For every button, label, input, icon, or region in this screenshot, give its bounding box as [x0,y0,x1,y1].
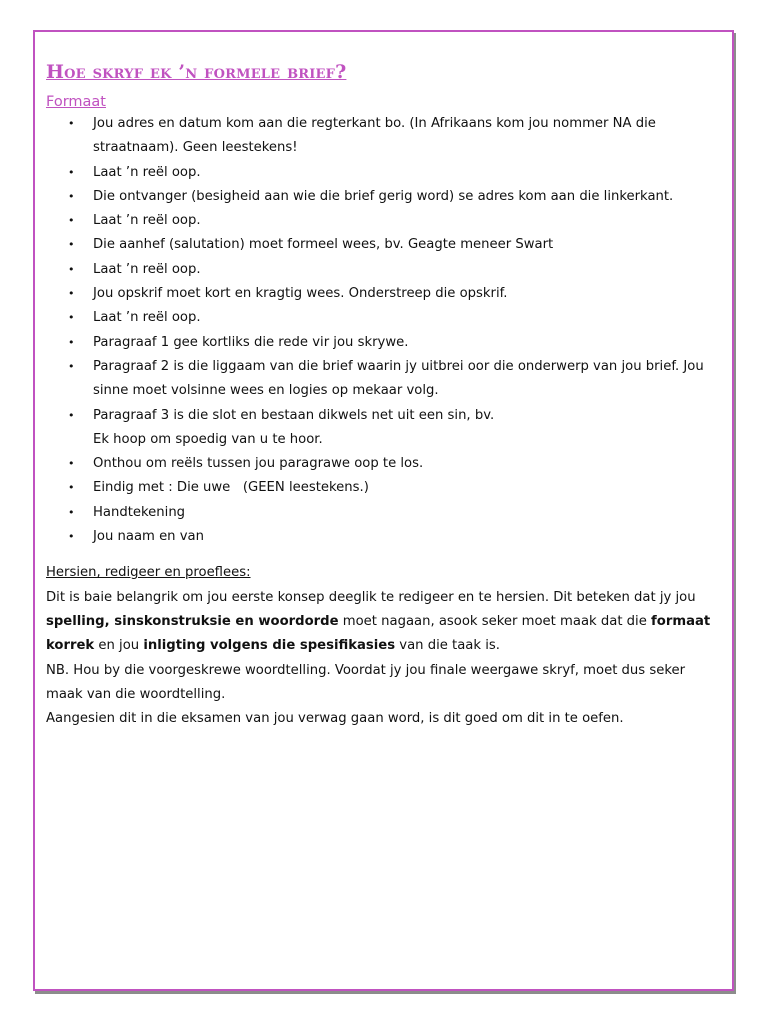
bullet-icon: • [68,287,75,301]
list-item-text: Die ontvanger (besigheid aan wie die brief gerig word) se adres kom aan die linkerkant. [93,188,674,204]
bullet-icon: • [68,262,75,276]
document-body [46,58,718,731]
bullet-icon: • [68,408,75,422]
revise-bold-2: formaat korrek [46,613,711,654]
revise-text-4: van die taak is. [395,638,500,654]
revise-bold-1: spelling, sinskonstruksie en woordorde [46,613,339,629]
document-title: Hoe skryf ek ’n formele brief? [46,61,347,83]
list-item [46,476,718,500]
bullet-icon: • [68,189,75,203]
list-item [46,355,718,404]
revise-heading: Hersien, redigeer en proeflees: [46,565,251,581]
list-item-text: Onthou om reëls tussen jou paragrawe oop te los. [93,456,424,472]
bullet-icon: • [68,359,75,373]
format-heading: Formaat [46,94,106,110]
bullet-icon: • [68,117,75,130]
list-item-text: Laat ’n reël oop. [93,164,201,180]
list-item-text: Eindig met : Die uwe (GEEN leestekens.) [93,480,369,496]
list-item [46,282,718,306]
list-item-text: Handtekening [93,504,186,520]
list-item [46,112,718,161]
bullet-icon: • [68,214,75,228]
bullet-icon: • [68,335,75,349]
bullet-icon: • [68,238,75,252]
list-item [46,525,718,549]
bullet-icon: • [68,165,75,179]
list-item-text: Paragraaf 1 gee kortliks die rede vir jou skrywe. [93,334,409,350]
list-item-text: Laat ’n reël oop. [93,310,201,326]
revise-paragraph [46,586,718,659]
revise-text-2: moet nagaan, asook seker moet maak dat die [338,613,652,629]
nb-paragraph: NB. Hou by die voorgeskrewe woordtelling. Voordat jy jou finale weergawe skryf, moet dus seker maak van die woordtelling. [46,662,686,702]
list-item-text: Jou opskrif moet kort en kragtig wees. Onderstreep die opskrif. [93,286,508,302]
list-item [46,185,718,209]
list-item [46,209,718,233]
list-item-text: Die aanhef (salutation) moet formeel wees, bv. Geagte meneer Swart [93,237,554,253]
bullet-icon: • [68,481,75,495]
bullet-icon: • [68,311,75,325]
revise-bold-3: inligting volgens die spesifikasies [143,638,396,654]
list-item [46,404,718,453]
list-item-text: Laat ’n reël oop. [93,261,201,277]
revise-text-3: en jou [94,638,144,654]
list-item [46,233,718,257]
bullet-icon: • [68,530,75,544]
list-item-text: Jou naam en van [93,529,204,545]
list-item [46,452,718,476]
format-list [46,112,718,549]
list-item-text: Paragraaf 3 is die slot en bestaan dikwels net uit een sin, bv. [93,407,495,423]
list-item [46,501,718,525]
list-item [46,161,718,185]
revise-text-1: Dit is baie belangrik om jou eerste konsep deeglik te redigeer en te hersien. Dit beteken dat jy jou [46,589,696,605]
bullet-icon: • [68,505,75,519]
bullet-icon: • [68,457,75,471]
list-item [46,258,718,282]
example-sentence: Ek hoop om spoedig van u te hoor. [93,431,323,447]
exam-paragraph: Aangesien dit in die eksamen van jou verwag gaan word, is dit goed om dit in te oefen. [46,711,624,727]
list-item-text: Jou adres en datum kom aan die regterkant bo. (In Afrikaans kom jou nommer NA die straatnaam). Geen leestekens! [93,116,656,156]
list-item [46,331,718,355]
list-item-text: Paragraaf 2 is die liggaam van die brief waarin jy uitbrei oor die onderwerp van jou brief. Jou sinne moet volsinne wees en logies op mekaar volg. [93,358,704,399]
list-item-text: Laat ’n reël oop. [93,213,201,229]
list-item [46,306,718,330]
